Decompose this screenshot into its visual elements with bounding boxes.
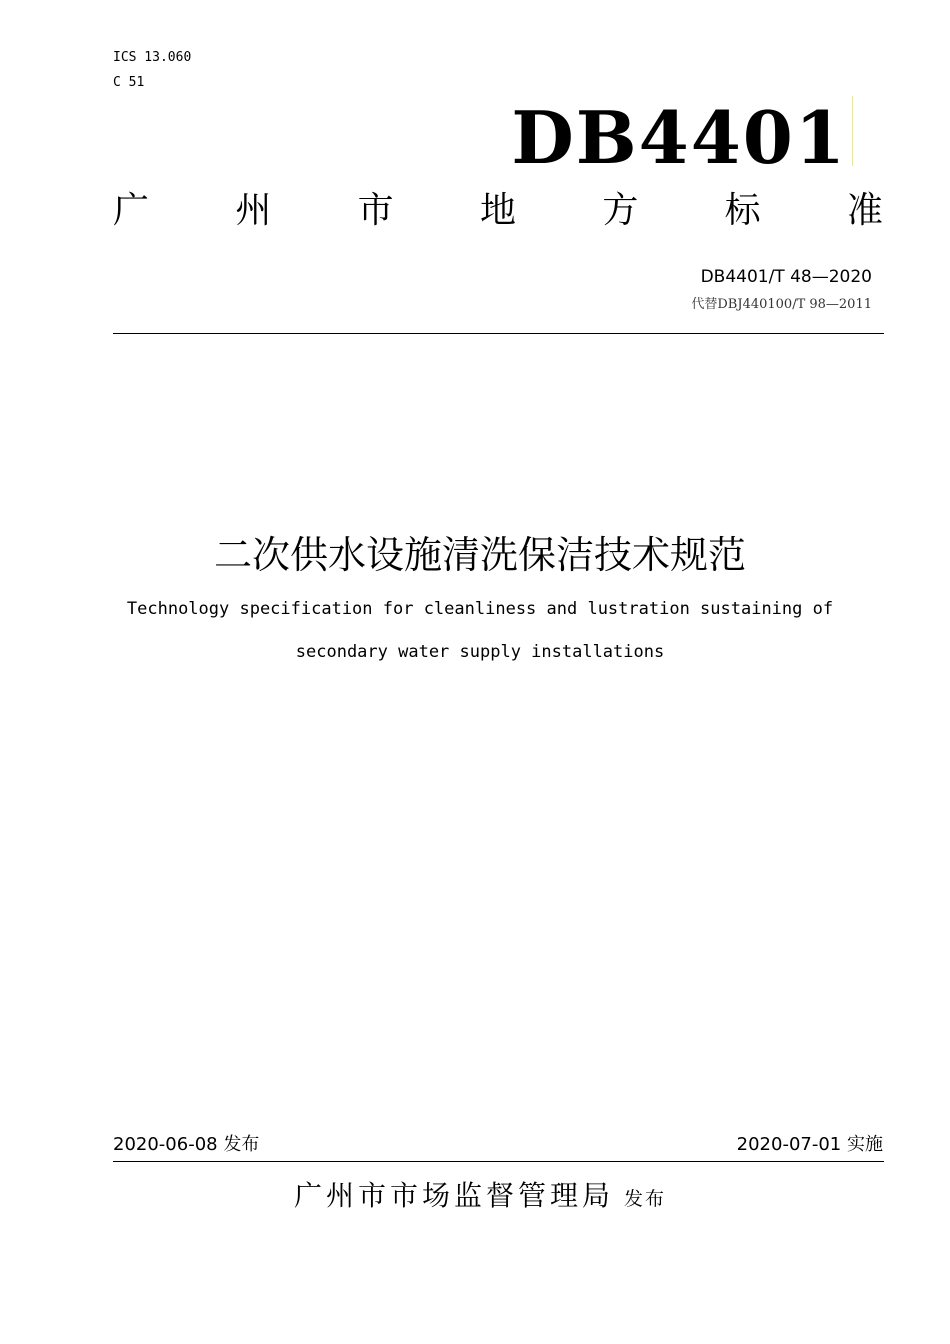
text-cursor bbox=[852, 96, 853, 166]
standard-type-char: 市 bbox=[357, 190, 394, 231]
standard-type-char: 标 bbox=[724, 190, 761, 231]
issuer-name: 广州市市场监督管理局 bbox=[293, 1179, 614, 1212]
standard-type-char: 地 bbox=[479, 190, 516, 231]
standard-type-char: 准 bbox=[846, 190, 883, 231]
standard-type-char: 州 bbox=[235, 190, 272, 231]
ccs-code: C 51 bbox=[113, 75, 145, 90]
document-title-english-line-2: secondary water supply installations bbox=[295, 642, 665, 662]
standard-type-char: 广 bbox=[113, 190, 150, 231]
top-divider bbox=[113, 333, 884, 334]
bottom-divider bbox=[113, 1161, 884, 1162]
standard-number: DB4401/T 48—2020 bbox=[700, 267, 872, 287]
standard-type bbox=[113, 188, 883, 234]
ics-code: ICS 13.060 bbox=[113, 50, 192, 65]
document-title-chinese: 二次供水设施清洗保洁技术规范 bbox=[213, 533, 746, 577]
issuer-line bbox=[0, 1176, 950, 1219]
replaces-note: 代替DBJ440100/T 98—2011 bbox=[691, 297, 872, 312]
implementation-date: 2020-07-01 实施 bbox=[736, 1134, 883, 1155]
document-title-english-line-1: Technology specification for cleanliness and lustration sustaining of bbox=[126, 599, 834, 619]
standard-type-char: 方 bbox=[602, 190, 639, 231]
standard-code: DB4401 bbox=[511, 95, 847, 180]
issue-date: 2020-06-08 发布 bbox=[113, 1134, 260, 1155]
issued-label: 发布 bbox=[624, 1188, 667, 1210]
